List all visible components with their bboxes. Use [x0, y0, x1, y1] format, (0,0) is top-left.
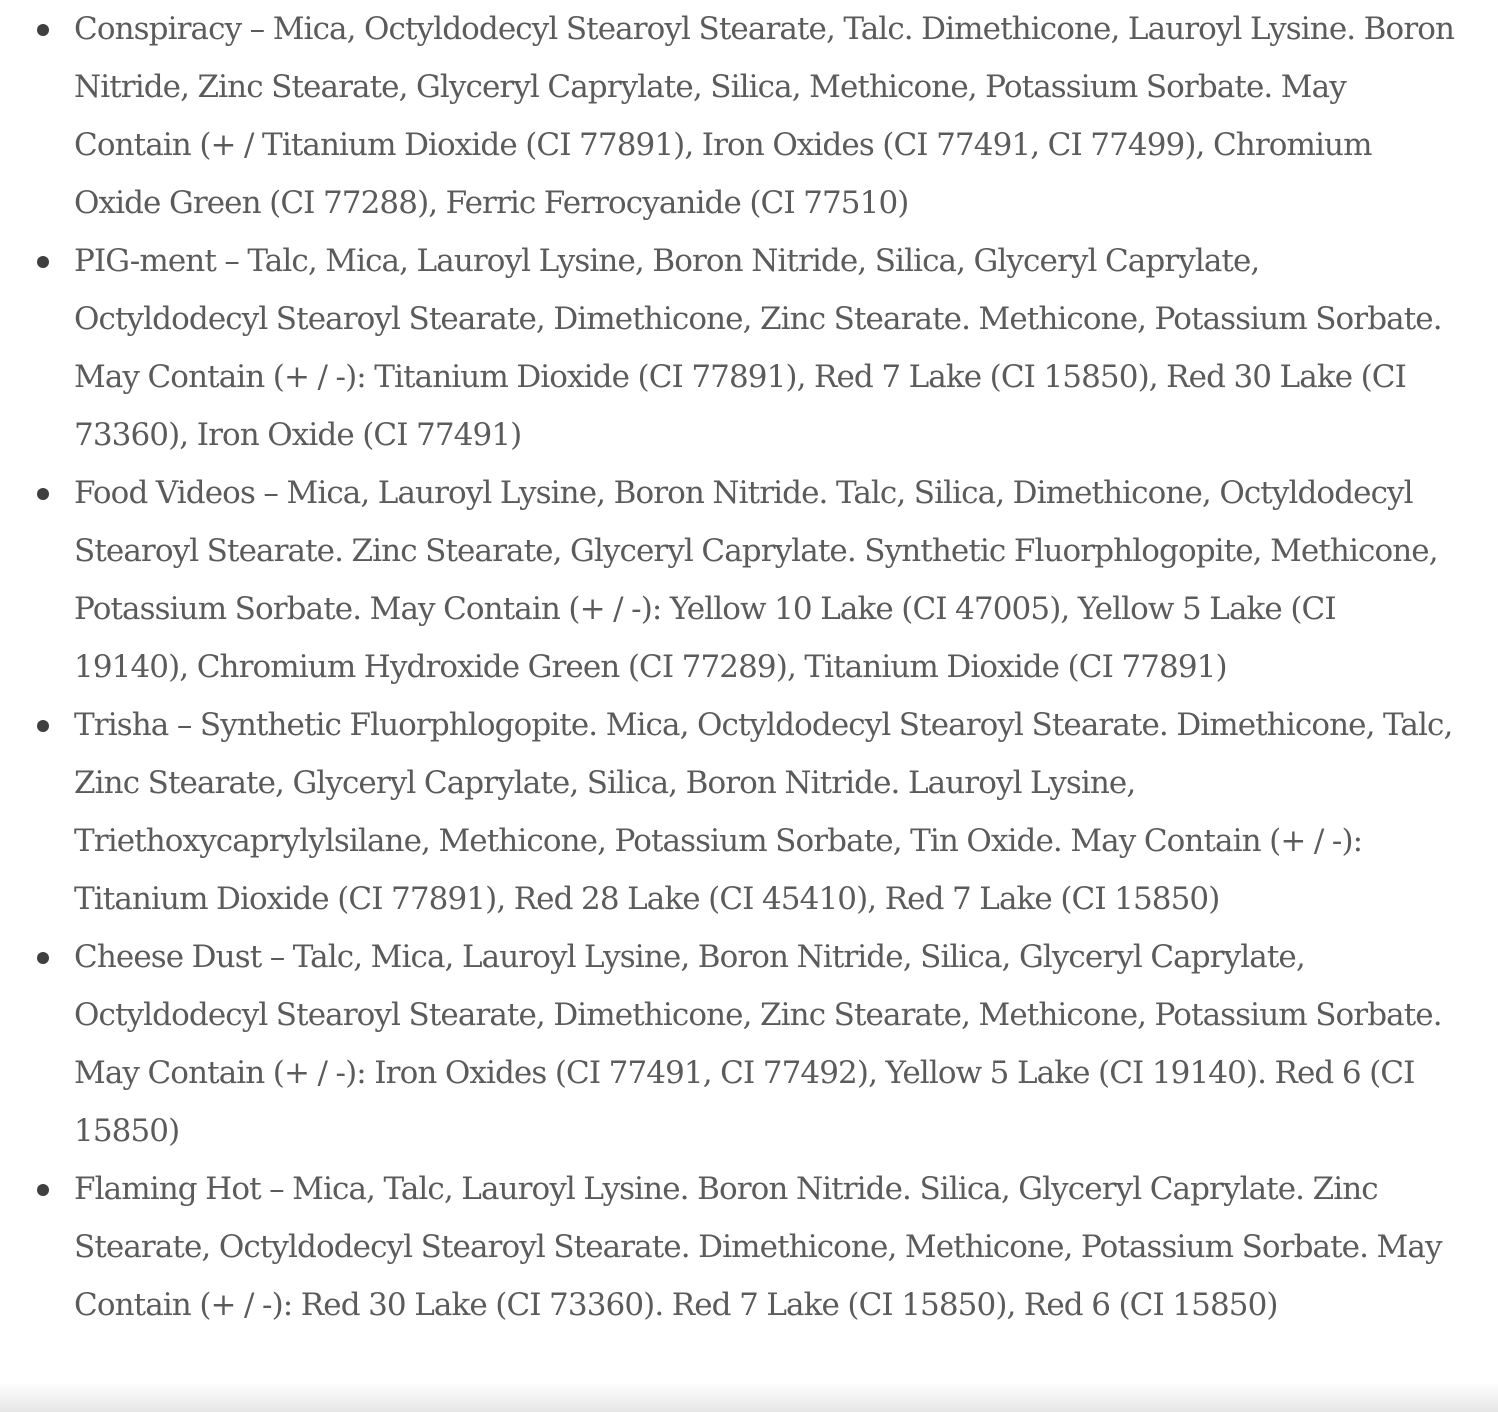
list-item [0, 232, 1498, 464]
list-item [0, 0, 1498, 232]
shade-name: Food Videos [74, 475, 255, 511]
shade-name: Flaming Hot [74, 1171, 261, 1207]
separator: – [168, 707, 200, 743]
separator: – [261, 939, 293, 975]
shade-name: PIG-ment [74, 243, 216, 279]
shade-name: Trisha [74, 707, 169, 743]
separator: – [241, 11, 273, 47]
ingredients-text: Mica, Lauroyl Lysine, Boron Nitride. Talc, Silica, Dimethicone, Octyldodecyl Stearoyl Stearate. Zinc Stearate, Glyceryl Caprylate. Synthetic Fluorphlogopite, Methicone, Potassium Sorbate. May Contain (+ / -): Yellow 10 Lake (CI 47005), Yellow 5 Lake (CI 19140), Chromium Hydroxide Green (CI 77289), Titanium Dioxide (CI 77891) [74, 475, 1438, 685]
list-item [0, 1160, 1498, 1334]
bullet-icon [37, 720, 49, 732]
ingredients-text: Talc, Mica, Lauroyl Lysine, Boron Nitride, Silica, Glyceryl Caprylate, Octyldodecyl Stearoyl Stearate, Dimethicone, Zinc Stearate. Methicone, Potassium Sorbate. May Contain (+ / -): Titanium Dioxide (CI 77891), Red 7 Lake (CI 15850), Red 30 Lake (CI 73360), Iron Oxide (CI 77491) [74, 243, 1442, 453]
shade-name: Cheese Dust [74, 939, 262, 975]
bullet-icon [37, 256, 49, 268]
ingredients-text: Synthetic Fluorphlogopite. Mica, Octyldodecyl Stearoyl Stearate. Dimethicone, Talc, Zinc Stearate, Glyceryl Caprylate, Silica, Boron Nitride. Lauroyl Lysine, Triethoxycaprylylsilane, Methicone, Potassium Sorbate, Tin Oxide. May Contain (+ / -): Titanium Dioxide (CI 77891), Red 28 Lake (CI 45410), Red 7 Lake (CI 15850) [74, 707, 1453, 917]
shade-name: Conspiracy [74, 11, 242, 47]
list-item [0, 464, 1498, 696]
separator: – [254, 475, 287, 511]
bullet-icon [37, 24, 49, 36]
separator: – [260, 1171, 293, 1207]
bullet-icon [37, 952, 49, 964]
ingredients-text: Mica, Talc, Lauroyl Lysine. Boron Nitride. Silica, Glyceryl Caprylate. Zinc Stearate, Octyldodecyl Stearoyl Stearate. Dimethicone, Methicone, Potassium Sorbate. May Contain (+ / -): Red 30 Lake (CI 73360). Red 7 Lake (CI 15850), Red 6 (CI 15850) [74, 1171, 1442, 1323]
ingredients-text: Talc, Mica, Lauroyl Lysine, Boron Nitride, Silica, Glyceryl Caprylate, Octyldodecyl Stearoyl Stearate, Dimethicone, Zinc Stearate, Methicone, Potassium Sorbate. May Contain (+ / -): Iron Oxides (CI 77491, CI 77492), Yellow 5 Lake (CI 19140). Red 6 (CI 15850) [74, 939, 1442, 1149]
list-item [0, 696, 1498, 928]
bullet-icon [37, 488, 49, 500]
ingredients-text: Mica, Octyldodecyl Stearoyl Stearate, Talc. Dimethicone, Lauroyl Lysine. Boron Nitride, Zinc Stearate, Glyceryl Caprylate, Silica, Methicone, Potassium Sorbate. May Contain (+ / Titanium Dioxide (CI 77891), Iron Oxides (CI 77491, CI 77499), Chromium Oxide Green (CI 77288), Ferric Ferrocyanide (CI 77510) [74, 11, 1455, 221]
bullet-icon [37, 1184, 49, 1196]
bottom-shadow [0, 1382, 1498, 1412]
list-item [0, 928, 1498, 1160]
separator: – [215, 243, 248, 279]
